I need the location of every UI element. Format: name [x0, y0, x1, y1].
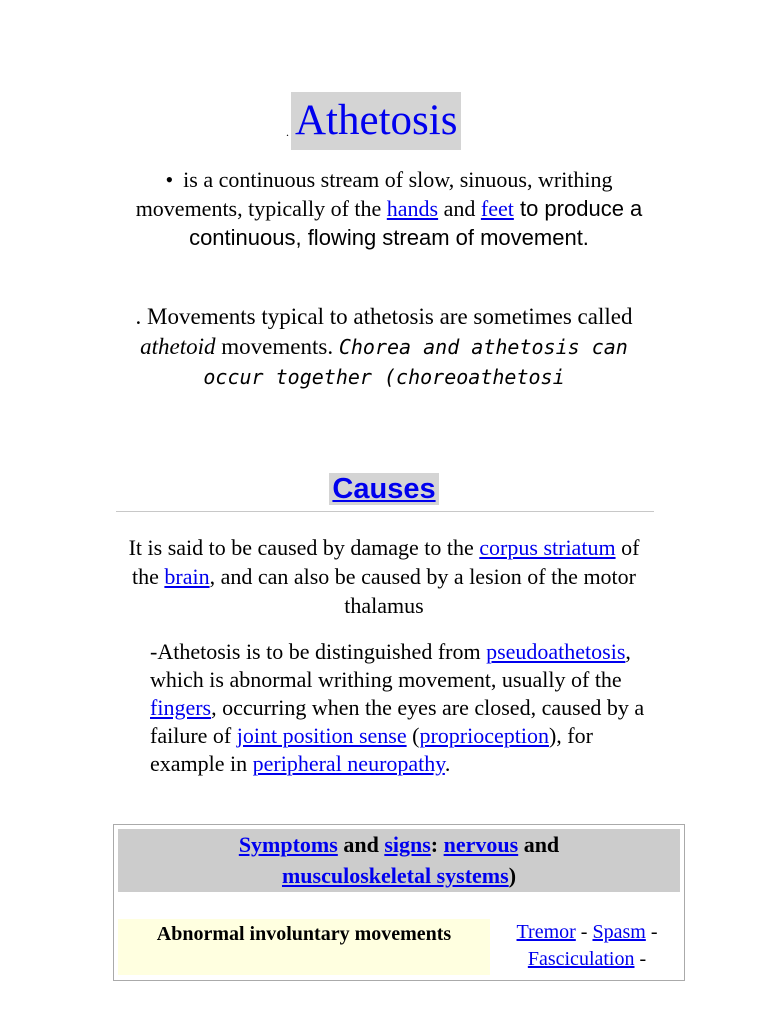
bullet-icon: •	[165, 167, 174, 192]
athetoid-paragraph	[110, 302, 658, 392]
navbox-list	[494, 919, 680, 975]
link-nervous[interactable]: nervous	[443, 832, 519, 857]
navbox-colon: :	[430, 832, 444, 857]
causes-text-1: It is said to be caused by damage to the	[128, 535, 480, 560]
intro-paragraph	[130, 165, 648, 252]
causes-text-3: , and can also be caused by a lesion of the motor thalamus	[209, 564, 636, 618]
link-signs[interactable]: signs	[384, 832, 431, 857]
pseudoathetosis-paragraph	[150, 638, 660, 778]
pseudo-text-1: -Athetosis is to be distinguished from	[150, 639, 487, 664]
link-feet[interactable]: feet	[480, 196, 514, 221]
link-brain[interactable]: brain	[164, 564, 210, 589]
intro-text-3: to produce a continuous, flowing stream of movement.	[189, 196, 643, 250]
causes-paragraph	[118, 533, 650, 620]
navbox-group-label: Abnormal involuntary movements	[118, 919, 490, 975]
title-row	[286, 92, 461, 150]
para2-italic: athetoid	[140, 334, 216, 359]
pseudo-text-4: (	[406, 723, 420, 748]
navbox	[113, 824, 685, 981]
link-symptoms[interactable]: Symptoms	[238, 832, 338, 857]
navbox-and-2: and	[518, 832, 560, 857]
pseudo-text-2: , which is abnormal writhing movement, usually of the	[150, 639, 631, 692]
navbox-sep-2: -	[645, 921, 658, 943]
section-divider	[116, 511, 654, 512]
causes-text-2: of the	[131, 535, 640, 589]
link-fasciculation[interactable]: Fasciculation	[527, 948, 635, 970]
navbox-and-1: and	[337, 832, 385, 857]
page-title: Athetosis	[291, 92, 461, 150]
pseudo-text-5: ), for example in	[150, 723, 593, 776]
intro-text-1: is a continuous stream of slow, sinuous, writhing movements, typically of the	[135, 167, 613, 221]
causes-heading-link[interactable]: Causes	[332, 473, 436, 505]
link-joint-position-sense[interactable]: joint position sense	[236, 723, 407, 748]
navbox-close-paren: )	[508, 863, 517, 888]
causes-heading	[0, 473, 768, 506]
link-corpus-striatum[interactable]: corpus striatum	[479, 535, 616, 560]
link-pseudoathetosis[interactable]: pseudoathetosis	[486, 639, 626, 664]
link-fingers[interactable]: fingers	[150, 695, 212, 720]
link-musculoskeletal-systems[interactable]: musculoskeletal systems	[281, 863, 509, 888]
title-prefix: .	[286, 125, 289, 139]
link-tremor[interactable]: Tremor	[516, 921, 576, 943]
pseudo-text-6: .	[444, 751, 451, 776]
link-proprioception[interactable]: proprioception	[419, 723, 549, 748]
para2-text-1: . Movements typical to athetosis are sometimes called	[135, 304, 633, 329]
para2-mono-text: Chorea and athetosis can occur together (choreoathetosi	[203, 335, 628, 389]
link-hands[interactable]: hands	[386, 196, 439, 221]
navbox-header	[118, 829, 680, 892]
para2-text-2: movements.	[215, 334, 339, 359]
navbox-sep-3: -	[634, 948, 647, 970]
intro-text-2: and	[438, 196, 481, 221]
navbox-sep-1: -	[575, 921, 593, 943]
pseudo-text-3: , occurring when the eyes are closed, caused by a failure of	[150, 695, 645, 748]
link-peripheral-neuropathy[interactable]: peripheral neuropathy	[252, 751, 445, 776]
link-spasm[interactable]: Spasm	[592, 921, 646, 943]
